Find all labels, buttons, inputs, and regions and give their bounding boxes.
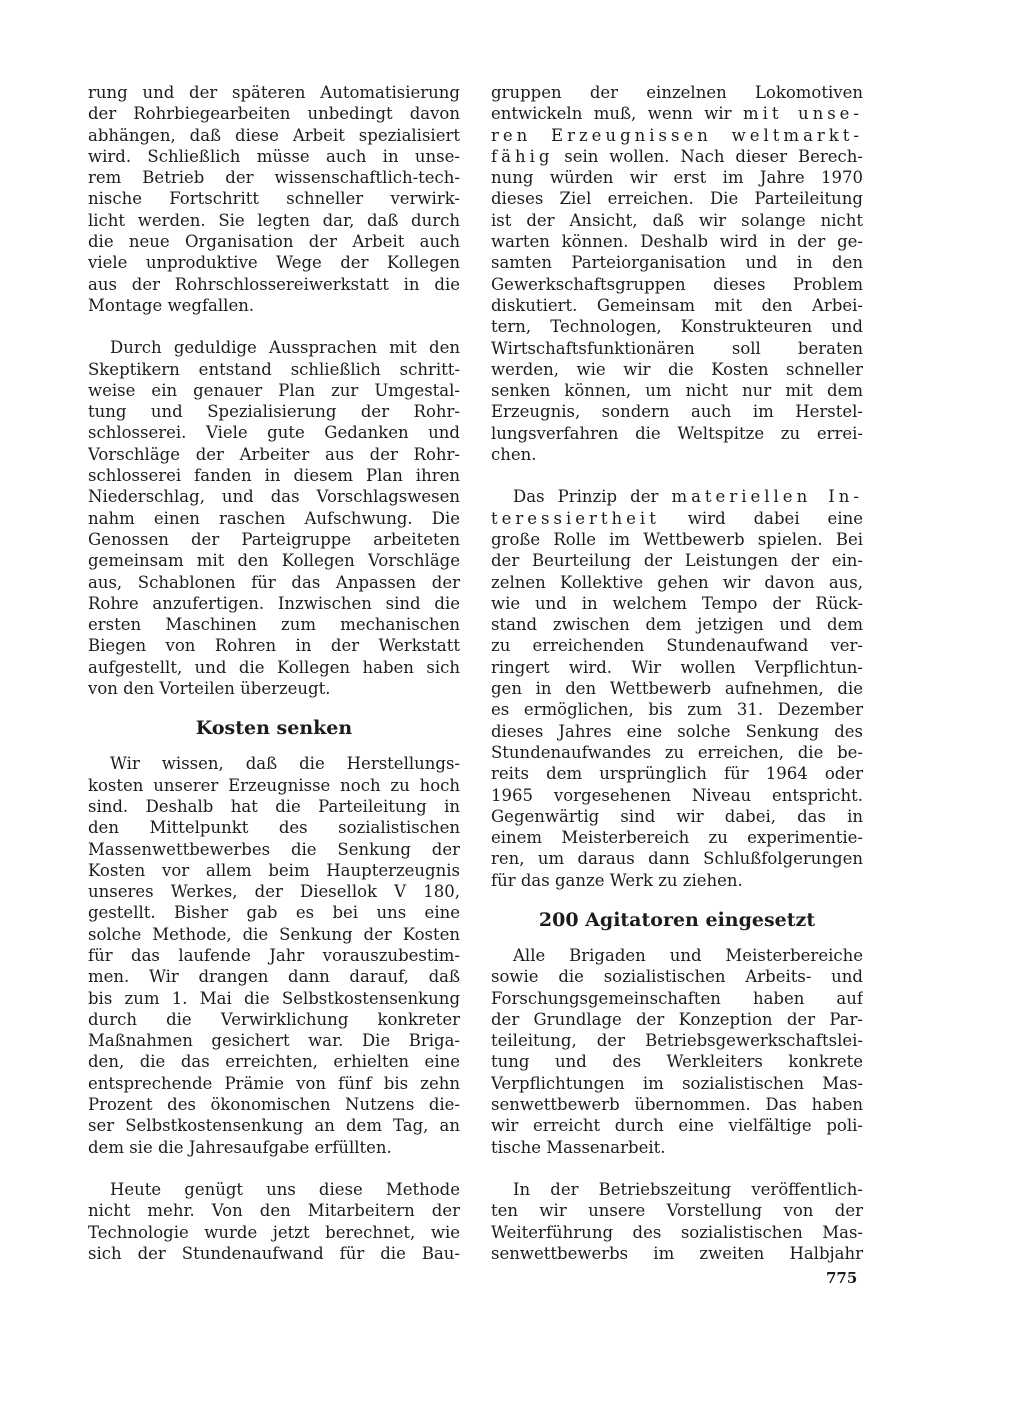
text-line: warten können. Deshalb wird in der ge- [491, 232, 863, 252]
text-line: Heute genügt uns diese Methode [110, 1179, 460, 1199]
text-line: teileitung, der Betriebsgewerkschaftslei- [491, 1031, 863, 1051]
text-line: Technologie wurde jetzt berechnet, wie [88, 1222, 460, 1242]
text-line: fähig sein wollen. Nach dieser Berech- [491, 146, 863, 166]
text-line: ser Selbstkostensenkung an dem Tag, an [88, 1116, 460, 1136]
text-line: der Grundlage der Konzeption der Par- [491, 1009, 863, 1029]
text-line: Massenwettbewerbes die Senkung der [88, 839, 460, 859]
text-line: diskutiert. Gemeinsam mit den Arbei- [491, 295, 863, 315]
text-line: ist der Ansicht, daß wir solange nicht [491, 210, 863, 230]
text-line: senwettbewerb übernommen. Das haben [491, 1095, 863, 1115]
text-line: nahm einen raschen Aufschwung. Die [88, 508, 460, 528]
page-number: 775 [826, 1269, 858, 1287]
text-line: lungsverfahren die Weltspitze zu errei- [491, 423, 863, 443]
paragraph-gap [491, 465, 863, 486]
text-line: unseres Werkes, der Diesellok V 180, [88, 882, 460, 902]
text-line: gestellt. Bisher gab es bei uns eine [88, 903, 460, 923]
text-line: für das laufende Jahr vorauszubestim- [88, 945, 460, 965]
text-line: der Beurteilung der Leistungen der ein- [491, 551, 863, 571]
text-line: aus der Rohrschlossereiwerkstatt in die [88, 274, 460, 294]
text-line: ringert wird. Wir wollen Verpflichtun- [491, 657, 863, 677]
text-line: Erzeugnis, sondern auch im Herstel- [491, 402, 863, 422]
text-line: Montage wegfallen. [88, 295, 255, 315]
text-line: kosten unserer Erzeugnisse noch zu hoch [88, 775, 460, 795]
text-line: sich der Stundenaufwand für die Bau- [88, 1243, 460, 1263]
section-heading: 200 Agitatoren eingesetzt [538, 908, 816, 931]
text-line: dieses Jahres eine solche Senkung des [491, 721, 863, 741]
text-line: nische Fortschritt schneller verwirk- [88, 189, 460, 209]
text-line: Weiterführung des sozialistischen Mas- [491, 1222, 863, 1242]
section-heading: Kosten senken [195, 717, 353, 740]
paragraph-gap [88, 316, 460, 337]
right-text-column [491, 82, 863, 1264]
text-line: aus, Schablonen für das Anpassen der [88, 572, 460, 592]
text-line: der Rohrbiegearbeiten unbedingt davon [88, 104, 460, 124]
text-line: samten Parteiorganisation und in den [491, 253, 863, 273]
text-line: Alle Brigaden und Meisterbereiche [513, 945, 863, 965]
text-line: sind. Deshalb hat die Parteileitung in [88, 796, 460, 816]
text-line: reits dem ursprünglich für 1964 oder [491, 764, 863, 784]
text-line: weise ein genauer Plan zur Umgestal- [88, 380, 460, 400]
text-line: rem Betrieb der wissenschaftlich-tech- [88, 168, 460, 188]
emphasized-text: teressiertheit [491, 508, 660, 528]
text-line: dieses Ziel erreichen. Die Parteileitung [491, 189, 863, 209]
text-line: Das Prinzip der materiellen In- [513, 487, 863, 507]
text-line: wie und in welchem Tempo der Rück- [491, 593, 863, 613]
text-line: schlosserei fanden in diesem Plan ihren [88, 466, 460, 486]
text-line: zelnen Kollektive gehen wir davon aus, [491, 572, 863, 592]
text-line: schlosserei. Viele gute Gedanken und [88, 423, 460, 443]
text-line: gen in den Wettbewerb aufnehmen, die [491, 679, 863, 699]
text-line: sowie die sozialistischen Arbeits- und [491, 967, 863, 987]
text-line: Maßnahmen gesichert war. Die Briga- [88, 1031, 460, 1051]
text-line: gruppen der einzelnen Lokomotiven [491, 83, 863, 102]
text-line: Wirtschaftsfunktionären soll beraten [491, 338, 863, 358]
text-line: zu erreichenden Stundenaufwand ver- [491, 636, 863, 656]
text-line: durch die Verwirklichung konkreter [88, 1009, 460, 1029]
text-line: den, die das erreichten, erhielten eine [88, 1052, 460, 1072]
text-line: gemeinsam mit den Kollegen Vorschläge [88, 551, 460, 571]
text-line: große Rolle im Wettbewerb spielen. Bei [491, 529, 863, 549]
text-line: entsprechende Prämie von fünf bis zehn [88, 1073, 460, 1093]
text-line: tern, Technologen, Konstrukteuren und [491, 317, 863, 337]
text-line: Prozent des ökonomischen Nutzens die- [88, 1095, 460, 1115]
text-line: licht werden. Sie legten dar, daß durch [88, 210, 460, 230]
text-line: den Mittelpunkt des sozialistischen [88, 818, 460, 838]
text-line: viele unproduktive Wege der Kollegen [88, 253, 460, 273]
text-line: ren Erzeugnissen weltmarkt- [491, 125, 863, 145]
text-line: wir erreicht durch eine vielfältige poli- [491, 1116, 863, 1136]
text-line: es ermöglichen, bis zum 31. Dezember [491, 700, 863, 720]
text-line: nicht mehr. Von den Mitarbeitern der [88, 1201, 460, 1221]
emphasized-text: mit unse- [742, 104, 863, 124]
text-line: entwickeln muß, wenn wir mit unse- [491, 104, 863, 124]
text-line: bis zum 1. Mai die Selbstkostensenkung [88, 988, 460, 1008]
text-line: stand zwischen dem jetzigen und dem [491, 615, 863, 635]
text-line: nung würden wir erst im Jahre 1970 [491, 168, 863, 188]
text-line: Stundenaufwandes zu erreichen, die be- [491, 742, 863, 762]
text-line: einem Meisterbereich zu experimentie- [491, 828, 863, 848]
text-line: die neue Organisation der Arbeit auch [88, 232, 460, 252]
text-line: Genossen der Parteigruppe arbeiteten [88, 529, 460, 549]
text-line: chen. [491, 445, 537, 465]
text-line: men. Wir drangen dann darauf, daß [88, 967, 460, 987]
text-line: tische Massenarbeit. [491, 1137, 666, 1157]
text-line: ren, um daraus dann Schlußfolgerungen [491, 849, 863, 869]
text-line: Forschungsgemeinschaften haben auf [491, 988, 863, 1008]
text-line: aufgestellt, und die Kollegen haben sich [88, 657, 460, 677]
paragraph-gap [88, 1158, 460, 1179]
text-line: solche Methode, die Senkung der Kosten [88, 924, 460, 944]
text-line: abhängen, daß diese Arbeit spezialisiert [88, 125, 460, 145]
text-line: senwettbewerbs im zweiten Halbjahr [491, 1243, 863, 1263]
left-text-column [88, 82, 460, 1264]
text-line: ersten Maschinen zum mechanischen [88, 615, 460, 635]
emphasized-text: materiellen In- [671, 487, 863, 507]
text-line: Vorschläge der Arbeiter aus der Rohr- [88, 444, 460, 464]
text-line: Niederschlag, und das Vorschlagswesen [88, 487, 460, 507]
text-line: 1965 vorgesehenen Niveau entspricht. [491, 785, 863, 805]
text-line: Rohre anzufertigen. Inzwischen sind die [88, 593, 460, 613]
text-line: dem sie die Jahresaufgabe erfüllten. [88, 1137, 392, 1157]
text-line: ten wir unsere Vorstellung von der [491, 1201, 863, 1221]
paragraph-gap [491, 1158, 863, 1179]
text-line: senken können, um nicht nur mit dem [491, 381, 863, 401]
text-line: teressiertheit wird dabei eine [491, 508, 863, 528]
text-line: für das ganze Werk zu ziehen. [491, 870, 743, 890]
text-line: Gewerkschaftsgruppen dieses Problem [491, 274, 863, 294]
text-line: Biegen von Rohren in der Werkstatt [88, 636, 460, 656]
text-line: wird. Schließlich müsse auch in unse- [88, 146, 460, 166]
text-line: Kosten vor allem beim Haupterzeugnis [88, 860, 460, 880]
text-line: Verpflichtungen im sozialistischen Mas- [491, 1073, 863, 1093]
text-line: In der Betriebszeitung veröffentlich- [513, 1179, 863, 1199]
text-line: Durch geduldige Aussprachen mit den [110, 338, 460, 358]
text-line: rung und der späteren Automatisierung [88, 83, 460, 102]
text-line: von den Vorteilen überzeugt. [88, 679, 331, 699]
text-line: tung und des Werkleiters konkrete [491, 1052, 863, 1072]
emphasized-text: fähig [491, 146, 554, 166]
text-line: tung und Spezialisierung der Rohr- [88, 402, 460, 422]
text-line: Gegenwärtig sind wir dabei, das in [491, 806, 863, 826]
text-line: werden, wie wir die Kosten schneller [491, 359, 863, 379]
text-line: Skeptikern entstand schließlich schritt- [88, 359, 460, 379]
text-line: Wir wissen, daß die Herstellungs- [110, 754, 460, 774]
